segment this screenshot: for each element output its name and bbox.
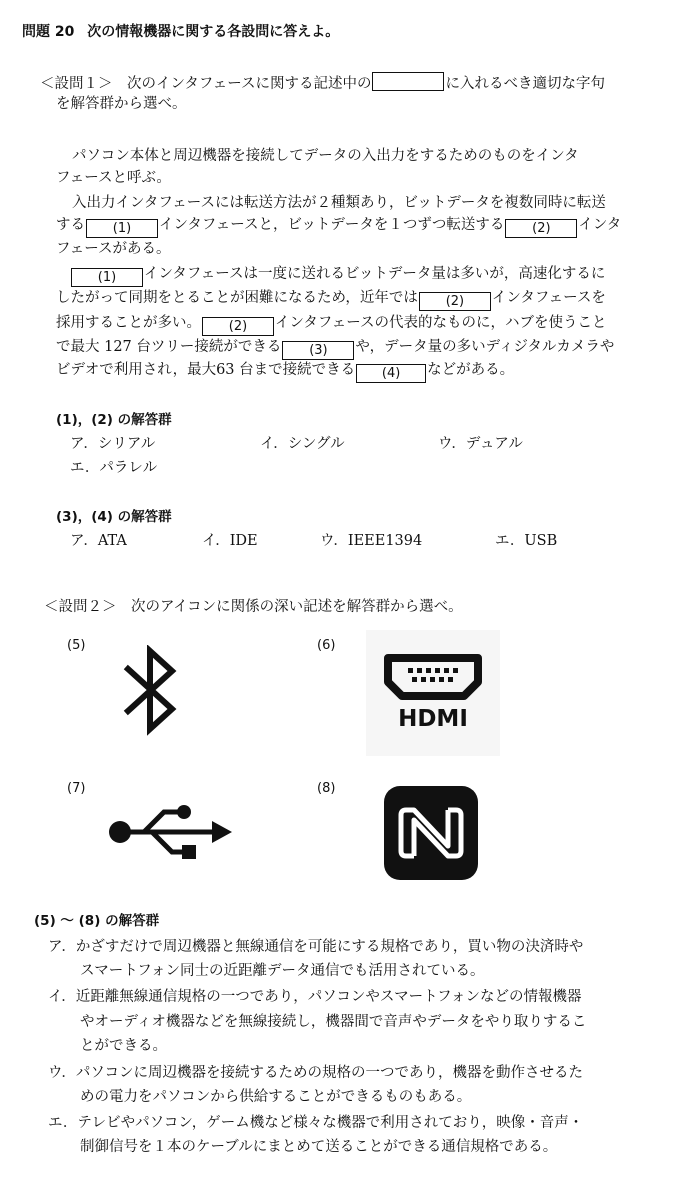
choice-e-58-l1: エ．テレビやパソコン，ゲーム機など様々な機器で利用されており，映像・音声・: [48, 1115, 584, 1131]
group58-label: (5) ～ (8) の解答群: [34, 913, 160, 929]
blank-2: (2): [505, 219, 577, 238]
choice-i-12: イ．シングル: [260, 436, 345, 452]
problem-label: 問題 20: [22, 24, 75, 40]
choice-e-58-l2: 制御信号を１本のケーブルにまとめて送ることができる通信規格である。: [80, 1139, 558, 1155]
blank-2: (2): [202, 317, 274, 336]
blank-2: (2): [419, 292, 491, 311]
header-blank: [372, 72, 444, 91]
choice-u-34: ウ．IEEE1394: [320, 533, 423, 549]
group34-label: (3)，(4) の解答群: [56, 509, 172, 525]
usb-icon: [108, 800, 234, 864]
hdmi-label: HDMI: [398, 706, 468, 732]
p1-line2: フェースと呼ぶ。: [56, 170, 171, 186]
bluetooth-icon: [118, 645, 182, 737]
label-6: (6): [317, 638, 336, 653]
p3-line4: で最大 127 台ツリー接続ができる (3) や，データ量の多いディジタルカメラや: [56, 339, 615, 358]
q1-header-line2: を解答群から選べ。: [56, 96, 187, 112]
label-5: (5): [67, 638, 86, 653]
group12-label: (1)，(2) の解答群: [56, 412, 172, 428]
q2-header: ＜設問２＞ 次のアイコンに関係の深い記述を解答群から選べ。: [44, 599, 463, 615]
nfc-icon: [384, 786, 478, 880]
label-7: (7): [67, 781, 86, 796]
p3-line2: したがって同期をとることが困難になるため，近年では (2) インタフェースを: [56, 290, 606, 309]
choice-i-58-l3: とができる。: [80, 1038, 167, 1054]
p3-line3: 採用することが多い。 (2) インタフェースの代表的なものに，ハブを使うこと: [56, 315, 607, 334]
choice-i-58-l2: やオーディオ機器などを無線接続し，機器間で音声やデータをやり取りするこ: [80, 1014, 587, 1030]
blank-1: (1): [71, 268, 143, 287]
problem-instruction: 次の情報機器に関する各設問に答えよ。: [87, 24, 340, 40]
choice-e-34: エ．USB: [495, 533, 558, 549]
blank-1: (1): [86, 219, 158, 238]
choice-e-12: エ．パラレル: [70, 460, 158, 476]
p2-line3: フェースがある。: [56, 241, 171, 257]
blank-3: (3): [282, 341, 354, 360]
q1-header: ＜設問１＞ 次のインタフェースに関する記述中の に入れるべき適切な字句: [40, 72, 605, 94]
choice-u-12: ウ．デュアル: [438, 436, 523, 452]
p3-line5: ビデオで利用され，最大63 台まで接続できる (4) などがある。: [56, 362, 515, 381]
p2-line2: する (1) インタフェースと，ビットデータを１つずつ転送する (2) インタ: [56, 217, 622, 236]
choice-a-58-l1: ア．かざすだけで周辺機器と無線通信を可能にする規格であり，買い物の決済時や: [48, 939, 584, 955]
hdmi-icon: [366, 630, 500, 756]
choice-a-58-l2: スマートフォン同士の近距離データ通信でも活用されている。: [80, 963, 485, 979]
blank-4: (4): [356, 364, 426, 383]
p1-line1: パソコン本体と周辺機器を接続してデータの入出力をするためのものをインタ: [72, 148, 579, 164]
problem-title: [22, 22, 339, 42]
choice-i-58-l1: イ．近距離無線通信規格の一つであり，パソコンやスマートフォンなどの情報機器: [48, 989, 582, 1005]
choice-u-58-l1: ウ．パソコンに周辺機器を接続するための規格の一つであり，機器を動作させるた: [48, 1065, 584, 1081]
choice-a-34: ア．ATA: [70, 533, 127, 549]
choice-i-34: イ．IDE: [202, 533, 258, 549]
p2-line1: 入出力インタフェースには転送方法が２種類あり，ビットデータを複数同時に転送: [72, 195, 606, 211]
choice-a-12: ア．シリアル: [70, 436, 156, 452]
label-8: (8): [317, 781, 336, 796]
p3-line1: (1) インタフェースは一度に送れるビットデータ量は多いが，高速化するに: [70, 264, 605, 287]
choice-u-58-l2: めの電力をパソコンから供給することができるものもある。: [80, 1089, 472, 1105]
